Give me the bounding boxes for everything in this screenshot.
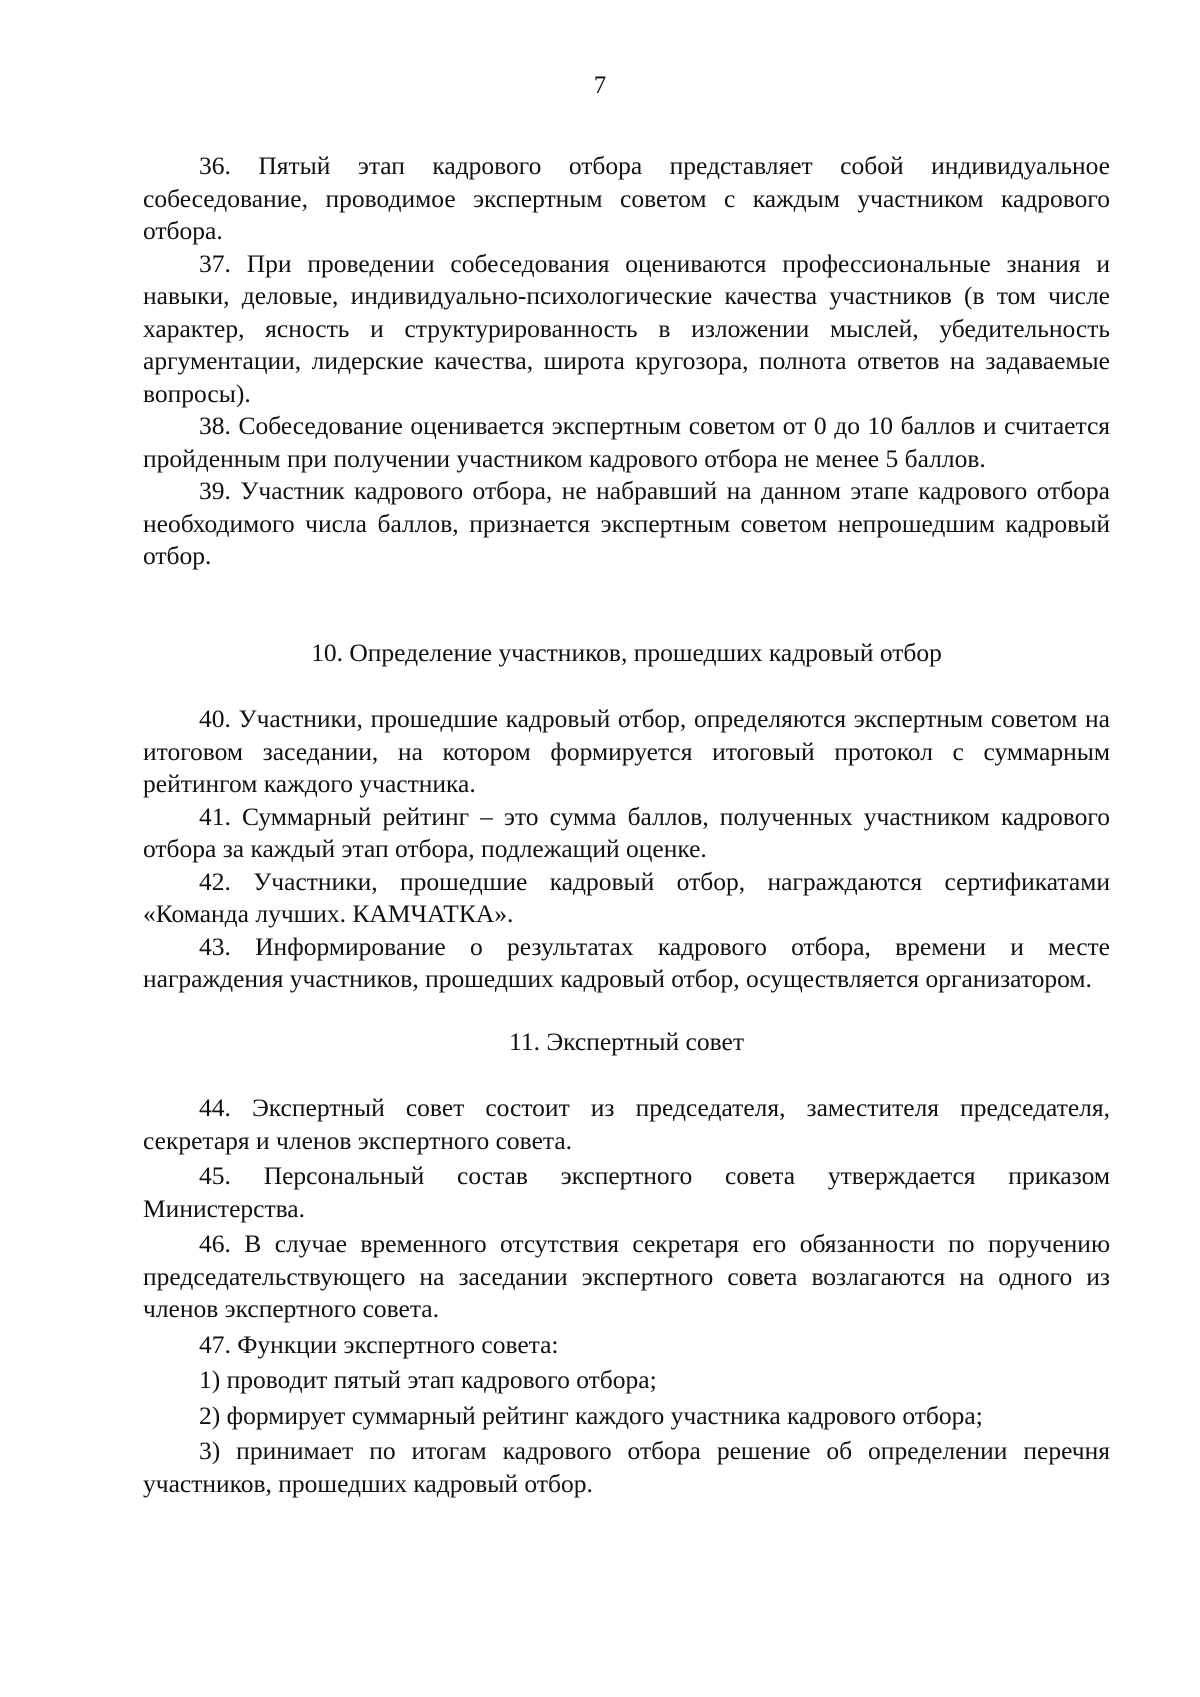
paragraph-38: 38. Собеседование оценивается экспертным советом от 0 до 10 баллов и считается пройденным при получении участником кадрового отбора не менее 5 баллов. <box>143 411 1110 473</box>
paragraph-45: 45. Персональный состав экспертного совета утверждается приказом Министерства. <box>143 1161 1110 1223</box>
paragraph-46: 46. В случае временного отсутствия секретаря его обязанности по поручению председательствующего на заседании экспертного совета возлагаются на одного из членов экспертного совета. <box>143 1229 1110 1323</box>
section-heading-10-wrapper <box>143 637 1110 670</box>
section-heading-10: 10. Определение участников, прошедших кадровый отбор <box>311 638 942 667</box>
list-item-3: 3) принимает по итогам кадрового отбора решение об определении перечня участников, прошедших кадровый отбор. <box>143 1436 1110 1498</box>
paragraph-36: 36. Пятый этап кадрового отбора представляет собой индивидуальное собеседование, проводимое экспертным советом с каждым участником кадрового отбора. <box>143 151 1110 245</box>
paragraph-39: 39. Участник кадрового отбора, не набравший на данном этапе кадрового отбора необходимого числа баллов, признается экспертным советом непрошедшим кадровый отбор. <box>143 476 1110 570</box>
section-heading-11-wrapper <box>143 1026 1110 1059</box>
section-stage-five <box>143 150 1110 573</box>
paragraph-41: 41. Суммарный рейтинг – это сумма баллов, полученных участником кадрового отбора за каждый этап отбора, подлежащий оценке. <box>143 801 1110 863</box>
paragraph-47: 47. Функции экспертного совета: <box>199 1329 559 1359</box>
section-participants-result <box>143 703 1110 996</box>
section-expert-council <box>143 1092 1110 1503</box>
list-item-2: 2) формирует суммарный рейтинг каждого участника кадрового отбора; <box>199 1400 983 1430</box>
paragraph-42: 42. Участники, прошедшие кадровый отбор, награждаются сертификатами «Команда лучших. КАМЧАТКА». <box>143 866 1110 928</box>
paragraph-37: 37. При проведении собеседования оцениваются профессиональные знания и навыки, деловые, индивидуально-психологические качества участников (в том числе характер, ясность и структурированность в изложении мыслей, убедительность аргументации, лидерские качества, широта кругозора, полнота ответов на задаваемые вопросы). <box>143 248 1110 408</box>
paragraph-44: 44. Экспертный совет состоит из председателя, заместителя председателя, секретаря и членов экспертного совета. <box>143 1093 1110 1155</box>
paragraph-40: 40. Участники, прошедшие кадровый отбор, определяются экспертным советом на итоговом заседании, на котором формируется итоговый протокол с суммарным рейтингом каждого участника. <box>143 704 1110 798</box>
paragraph-43: 43. Информирование о результатах кадрового отбора, времени и месте награждения участников, прошедших кадровый отбор, осуществляется организатором. <box>143 931 1110 993</box>
section-heading-11: 11. Экспертный совет <box>509 1027 744 1056</box>
list-item-1: 1) проводит пятый этап кадрового отбора; <box>199 1365 657 1394</box>
page-number: 7 <box>593 72 607 99</box>
